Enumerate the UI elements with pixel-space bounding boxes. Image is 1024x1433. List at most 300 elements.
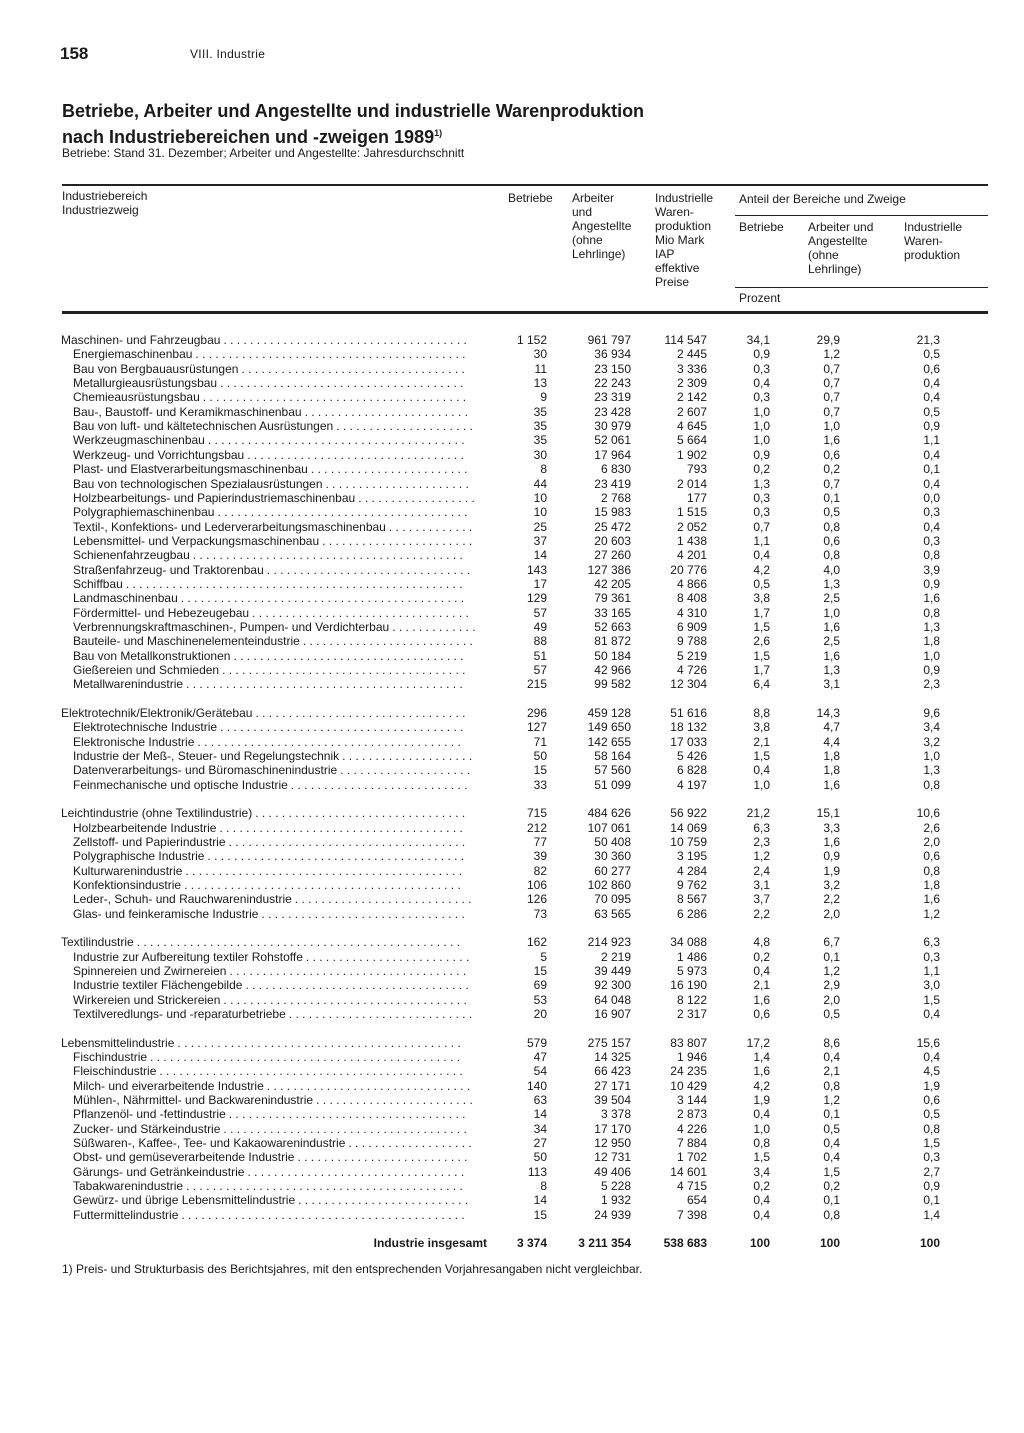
cell-col1: 15 bbox=[533, 1207, 547, 1222]
cell-col6: 1,6 bbox=[923, 591, 940, 606]
cell-col5: 2,5 bbox=[823, 591, 840, 606]
cell-col1: 113 bbox=[527, 1164, 547, 1179]
leader-dots: . . . . . . . . . . . . . . . . . . . . . . . . . . bbox=[297, 1150, 468, 1165]
table-row bbox=[0, 778, 1024, 792]
cell-col6: 9,6 bbox=[923, 705, 940, 720]
cell-col3: 4 226 bbox=[676, 1121, 707, 1136]
cell-col3: 4 726 bbox=[676, 663, 707, 678]
cell-col1: 14 bbox=[533, 1107, 547, 1122]
table-row bbox=[0, 1179, 1024, 1193]
table-row bbox=[0, 735, 1024, 749]
header-arbeiter: Arbeiter und Angestellte (ohne Lehrlinge) bbox=[572, 191, 632, 261]
cell-col6: 1,2 bbox=[923, 906, 940, 921]
leader-dots: . . . . . . . . . . . . . . . . . . . . . . . . . . . . . . . . . . . . . . . . . . bbox=[186, 677, 463, 692]
leader-dots: . . . . . . . . . . . . . . . . . . . . . . . . . . . . . . . bbox=[266, 1078, 471, 1093]
table-title bbox=[62, 100, 862, 148]
row-label: Industrie textiler Flächengebilde bbox=[73, 978, 243, 993]
cell-col4: 2,4 bbox=[753, 863, 770, 878]
cell-col2: 6 830 bbox=[600, 462, 631, 477]
cell-col1: 50 bbox=[533, 1150, 547, 1165]
cell-col6: 0,9 bbox=[923, 419, 940, 434]
cell-col6: 0,1 bbox=[923, 1193, 940, 1208]
cell-col3: 1 946 bbox=[676, 1049, 707, 1064]
leader-dots: . . . . . . . . . . . . . . . . . . bbox=[358, 490, 475, 505]
cell-col5: 0,2 bbox=[823, 462, 840, 477]
table-row bbox=[0, 1007, 1024, 1021]
table-row bbox=[0, 634, 1024, 648]
cell-col3: 7 398 bbox=[676, 1207, 707, 1222]
cell-col6: 0,4 bbox=[923, 1049, 940, 1064]
cell-col3: 8 122 bbox=[676, 992, 707, 1007]
cell-col3: 4 310 bbox=[676, 605, 707, 620]
cell-col2: 2 219 bbox=[600, 949, 631, 964]
table-row bbox=[0, 720, 1024, 734]
cell-col1: 162 bbox=[526, 935, 547, 950]
cell-col1: 50 bbox=[533, 749, 547, 763]
leader-dots: . . . . . . . . . . . . . . . . . . . . . . . . . . . . . . . . . . . . . bbox=[219, 820, 463, 835]
cell-col3: 6 828 bbox=[676, 763, 707, 778]
cell-col4: 1,6 bbox=[753, 992, 770, 1007]
cell-col4: 4,2 bbox=[753, 562, 770, 577]
leader-dots: . . . . . . . . . . . . . . . . . . . . . . . . . . . . . . . bbox=[266, 562, 471, 577]
row-label: Elektronische Industrie bbox=[73, 734, 195, 749]
leader-dots: . . . . . . . . . . . . . . . . . . . . . . . . . . . . . . . . . . . . . . . . . . bbox=[186, 1179, 463, 1194]
cell-col1: 212 bbox=[526, 820, 547, 835]
table-row bbox=[0, 964, 1024, 978]
leader-dots: . . . . . . . . . . . . . . . . . . . . . . . . . bbox=[305, 949, 470, 964]
cell-col6: 0,3 bbox=[923, 949, 940, 964]
row-label: Schienenfahrzeugbau bbox=[73, 548, 190, 563]
cell-col2: 127 386 bbox=[587, 562, 631, 577]
cell-col6: 2,7 bbox=[923, 1164, 940, 1179]
cell-col1: 106 bbox=[526, 878, 547, 892]
cell-col1: 10 bbox=[533, 505, 547, 520]
row-label: Metallwarenindustrie bbox=[73, 677, 184, 692]
cell-col6: 1,5 bbox=[923, 992, 940, 1007]
cell-col3: 20 776 bbox=[670, 562, 707, 577]
cell-col5: 4,7 bbox=[823, 720, 840, 735]
cell-col5: 14,3 bbox=[816, 705, 840, 720]
cell-col2: 50 184 bbox=[594, 648, 631, 663]
leader-dots: . . . . . . . . . . . . . . . . . . . . . bbox=[336, 419, 473, 434]
leader-dots: . . . . . . . . . . . . . . . . . . . . . . . . . . . . . . . . . . . . . . . . . . . bbox=[177, 1035, 461, 1050]
leader-dots: . . . . . . . . . . . . . . . . . . . . . . . . . . . . . . . . . . . bbox=[233, 648, 464, 663]
cell-col2: 23 319 bbox=[594, 390, 631, 405]
leader-dots: . . . . . . . . . . . . . . . . . . . . . . . . bbox=[316, 1092, 473, 1107]
cell-col4: 1,0 bbox=[753, 419, 770, 434]
row-label: Textilveredlungs- und -reparaturbetriebe bbox=[73, 1007, 286, 1021]
cell-col2: 275 157 bbox=[587, 1035, 631, 1050]
table-row bbox=[0, 1150, 1024, 1164]
cell-col3: 2 317 bbox=[676, 1007, 707, 1021]
leader-dots: . . . . . . . . . . . . . . . . . . . . . . . . . . . . . . . . . . . . . . . . . bbox=[192, 548, 463, 563]
cell-col4: 0,2 bbox=[753, 949, 770, 964]
cell-col3: 2 309 bbox=[676, 376, 707, 391]
cell-col3: 177 bbox=[686, 490, 707, 505]
cell-col4: 6,3 bbox=[753, 820, 770, 835]
cell-col6: 0,4 bbox=[923, 519, 940, 534]
cell-col1: 13 bbox=[533, 376, 547, 391]
cell-col3: 1 515 bbox=[676, 505, 707, 520]
cell-col2: 23 419 bbox=[594, 476, 631, 491]
cell-col3: 18 132 bbox=[670, 720, 707, 735]
cell-col6: 1,4 bbox=[923, 1207, 940, 1222]
cell-col1: 579 bbox=[526, 1035, 547, 1050]
row-label: Chemieausrüstungsbau bbox=[73, 390, 200, 405]
leader-dots: . . . . . . . . . . . . . . . . . . . . . . . . . . . . . . . . . . . . . . . . . . . bbox=[181, 1207, 465, 1222]
cell-col4: 2,3 bbox=[753, 834, 770, 849]
cell-col5: 1,6 bbox=[823, 620, 840, 634]
cell-col1: 296 bbox=[526, 705, 547, 720]
cell-col1: 140 bbox=[526, 1078, 547, 1093]
table-row bbox=[0, 892, 1024, 906]
cell-col4: 6,4 bbox=[753, 677, 770, 692]
cell-col5: 0,4 bbox=[823, 1049, 840, 1064]
leader-dots: . . . . . . . . . . . . . . . . . . . . . . . . . . . . . . . . . . . . . . bbox=[217, 505, 468, 520]
cell-col6: 0,1 bbox=[923, 462, 940, 477]
leader-dots: . . . . . . . . . . . . . bbox=[392, 620, 476, 634]
cell-col1: 14 bbox=[533, 548, 547, 563]
cell-col1: 9 bbox=[540, 390, 547, 405]
cell-col3: 56 922 bbox=[670, 806, 707, 821]
cell-col4: 0,6 bbox=[753, 1007, 770, 1021]
row-label: Lebensmittel- und Verpackungsmaschinenbau bbox=[73, 533, 320, 548]
cell-col3: 3 144 bbox=[676, 1092, 707, 1107]
cell-col3: 10 759 bbox=[670, 834, 707, 849]
leader-dots: . . . . . . . . . . . . . . . . . . . . . . . . . . . . . . . . . . . . . . . . . bbox=[195, 347, 466, 362]
cell-col4: 0,9 bbox=[753, 447, 770, 462]
cell-col6: 0,3 bbox=[923, 1150, 940, 1165]
cell-col4: 0,8 bbox=[753, 1136, 770, 1150]
cell-col5: 0,6 bbox=[823, 533, 840, 548]
header-anteil-betriebe: Betriebe bbox=[739, 220, 784, 234]
leader-dots: . . . . . . . . . . . . . . . . . . . . . . . . . . . . . . . . . . bbox=[245, 978, 469, 993]
cell-col2: 50 408 bbox=[594, 834, 631, 849]
cell-col2: 64 048 bbox=[594, 992, 631, 1007]
cell-col4: 3,4 bbox=[753, 1164, 770, 1179]
cell-col2: 99 582 bbox=[594, 677, 631, 692]
cell-col2: 484 626 bbox=[587, 806, 631, 821]
cell-col3: 6 286 bbox=[676, 906, 707, 921]
table-group-row bbox=[0, 935, 1024, 949]
cell-col2: 23 150 bbox=[594, 361, 631, 376]
cell-col6: 1,1 bbox=[923, 963, 940, 978]
row-label: Werkzeugmaschinenbau bbox=[73, 433, 205, 448]
leader-dots: . . . . . . . . . . . . . . . . . . . . . . . . . . . . . . . . . . . . . . . . . . . bbox=[180, 591, 465, 606]
leader-dots: . . . . . . . . . . . . . . . . . . . . . . . . . . . . . . . . bbox=[255, 806, 466, 821]
cell-col3: 14 601 bbox=[670, 1164, 707, 1179]
row-label: Lebensmittelindustrie bbox=[61, 1035, 175, 1050]
cell-col5: 4,0 bbox=[823, 562, 840, 577]
cell-col2: 961 797 bbox=[587, 333, 631, 347]
leader-dots: . . . . . . . . . . . . . . . . . . . . . . . . . . . bbox=[294, 892, 472, 907]
leader-dots: . . . . . . . . . . . . . . . . . . . . . . . . . . . . . . . . . . . . . bbox=[223, 333, 467, 347]
table-row bbox=[0, 878, 1024, 892]
cell-col2: 3 378 bbox=[600, 1107, 631, 1122]
row-label: Holzbearbeitungs- und Papierindustriemaschinenbau bbox=[73, 490, 356, 505]
cell-col6: 1,3 bbox=[923, 763, 940, 778]
cell-col1: 129 bbox=[526, 591, 547, 606]
cell-col5: 1,2 bbox=[823, 963, 840, 978]
cell-col3: 2 052 bbox=[676, 519, 707, 534]
table-row bbox=[0, 1136, 1024, 1150]
cell-col3: 34 088 bbox=[670, 935, 707, 950]
row-label: Feinmechanische und optische Industrie bbox=[73, 777, 288, 792]
title-line-2 bbox=[62, 122, 862, 148]
cell-col3: 8 567 bbox=[676, 892, 707, 907]
cell-col6: 1,0 bbox=[923, 648, 940, 663]
row-label: Polygraphiemaschinenbau bbox=[73, 505, 215, 520]
cell-col6: 4,5 bbox=[923, 1064, 940, 1079]
row-label: Mühlen-, Nährmittel- und Backwarenindustrie bbox=[73, 1092, 314, 1107]
cell-col1: 30 bbox=[533, 347, 547, 362]
cell-col3: 3 195 bbox=[676, 849, 707, 864]
cell-col6: 10,6 bbox=[916, 806, 940, 821]
cell-col1: 53 bbox=[533, 992, 547, 1007]
cell-col5: 0,8 bbox=[823, 519, 840, 534]
table-row bbox=[0, 491, 1024, 505]
cell-col3: 1 702 bbox=[676, 1150, 707, 1165]
cell-col4: 17,2 bbox=[746, 1035, 770, 1050]
table-row bbox=[0, 821, 1024, 835]
row-label: Plast- und Elastverarbeitungsmaschinenbau bbox=[73, 462, 308, 477]
total-cell-col2: 3 211 354 bbox=[578, 1236, 631, 1251]
cell-col2: 81 872 bbox=[594, 634, 631, 649]
leader-dots: . . . . . . . . . . . . . . . . . . . . . . . . . . bbox=[298, 1193, 469, 1208]
cell-col4: 0,4 bbox=[753, 1107, 770, 1122]
leader-dots: . . . . . . . . . . . . . . . . . . . . . . . . . . . . bbox=[288, 1007, 473, 1021]
cell-col5: 0,6 bbox=[823, 447, 840, 462]
cell-col6: 1,3 bbox=[923, 620, 940, 634]
cell-col3: 1 902 bbox=[676, 447, 707, 462]
cell-col3: 7 884 bbox=[676, 1136, 707, 1150]
table-row bbox=[0, 520, 1024, 534]
leader-dots: . . . . . . . . . . . . . . . . . . . . . . . . . . . . . . . bbox=[261, 906, 465, 921]
leader-dots: . . . . . . . . . . . . . . . . . . . . . . . . . . . . . . . . . . . . . . . . . . . . . . . bbox=[150, 1049, 461, 1064]
cell-col4: 1,0 bbox=[753, 777, 770, 792]
leader-dots: . . . . . . . . . . . . . . . . . . . . . . . . . . . . . . . . . . . . . bbox=[223, 1121, 467, 1136]
cell-col4: 2,6 bbox=[753, 634, 770, 649]
cell-col2: 102 860 bbox=[587, 878, 631, 892]
cell-col1: 54 bbox=[533, 1064, 547, 1079]
row-label: Gießereien und Schmieden bbox=[73, 663, 220, 678]
cell-col4: 1,9 bbox=[753, 1092, 770, 1107]
leader-dots: . . . . . . . . . . . . . . . . . . . . . . . . . . . . . . . . . bbox=[252, 605, 469, 620]
table-group-row bbox=[0, 706, 1024, 720]
leader-dots: . . . . . . . . . . . . . . . . . . . . . . . . . . . . . . . . . . . . . bbox=[220, 720, 464, 735]
row-label: Tabakwarenindustrie bbox=[73, 1179, 184, 1194]
table-row bbox=[0, 1165, 1024, 1179]
group-header-rule bbox=[735, 215, 988, 216]
cell-col3: 1 486 bbox=[676, 949, 707, 964]
row-label: Glas- und feinkeramische Industrie bbox=[73, 906, 259, 921]
cell-col6: 0,4 bbox=[923, 476, 940, 491]
cell-col4: 0,4 bbox=[753, 963, 770, 978]
cell-col3: 2 014 bbox=[676, 476, 707, 491]
cell-col1: 14 bbox=[533, 1193, 547, 1208]
cell-col1: 215 bbox=[526, 677, 547, 692]
cell-col1: 82 bbox=[533, 863, 547, 878]
cell-col1: 126 bbox=[526, 892, 547, 907]
cell-col1: 88 bbox=[533, 634, 547, 649]
leader-dots: . . . . . . . . . . . . . . . . . . . . . . . bbox=[322, 533, 473, 548]
footnote: 1) Preis- und Strukturbasis des Berichtsjahres, mit den entsprechenden Vorjahresangaben nicht vergleichbar. bbox=[62, 1262, 643, 1276]
title-line-2-text: nach Industriebereichen und -zweigen 1989 bbox=[62, 127, 435, 147]
cell-col5: 8,6 bbox=[823, 1035, 840, 1050]
row-label: Elektrotechnische Industrie bbox=[73, 720, 218, 735]
cell-col1: 57 bbox=[533, 605, 547, 620]
cell-col3: 4 201 bbox=[676, 548, 707, 563]
cell-col5: 15,1 bbox=[816, 806, 840, 821]
cell-col5: 2,9 bbox=[823, 978, 840, 993]
cell-col3: 2 607 bbox=[676, 404, 707, 419]
cell-col5: 1,6 bbox=[823, 777, 840, 792]
cell-col1: 63 bbox=[533, 1092, 547, 1107]
total-cell-col1: 3 374 bbox=[516, 1236, 547, 1251]
cell-col5: 3,2 bbox=[823, 878, 840, 892]
cell-col1: 27 bbox=[533, 1136, 547, 1150]
table-row bbox=[0, 362, 1024, 376]
leader-dots: . . . . . . . . . . . . . . . . . . . . . . bbox=[325, 476, 469, 491]
cell-col5: 1,3 bbox=[823, 576, 840, 591]
header-industry: Industriebereich Industriezweig bbox=[62, 189, 148, 217]
total-cell-col5: 100 bbox=[819, 1236, 840, 1251]
table-row bbox=[0, 993, 1024, 1007]
cell-col2: 49 406 bbox=[594, 1164, 631, 1179]
cell-col3: 12 304 bbox=[670, 677, 707, 692]
leader-dots: . . . . . . . . . . . . . bbox=[388, 519, 473, 534]
cell-col5: 0,7 bbox=[823, 376, 840, 391]
cell-col5: 0,9 bbox=[823, 849, 840, 864]
cell-col1: 71 bbox=[533, 734, 547, 749]
header-top-rule bbox=[62, 184, 988, 186]
cell-col6: 0,9 bbox=[923, 1179, 940, 1194]
cell-col3: 4 866 bbox=[676, 576, 707, 591]
cell-col6: 6,3 bbox=[923, 935, 940, 950]
cell-col4: 3,7 bbox=[753, 892, 770, 907]
cell-col1: 20 bbox=[533, 1007, 547, 1021]
cell-col5: 29,9 bbox=[816, 333, 840, 347]
cell-col4: 3,8 bbox=[753, 720, 770, 735]
cell-col3: 2 873 bbox=[676, 1107, 707, 1122]
cell-col4: 0,4 bbox=[753, 1207, 770, 1222]
page-number: 158 bbox=[60, 44, 89, 63]
cell-col3: 2 445 bbox=[676, 347, 707, 362]
row-label: Gärungs- und Getränkeindustrie bbox=[73, 1164, 245, 1179]
cell-col5: 0,8 bbox=[823, 548, 840, 563]
cell-col6: 0,4 bbox=[923, 447, 940, 462]
row-label: Spinnereien und Zwirnereien bbox=[73, 963, 227, 978]
cell-col2: 12 950 bbox=[594, 1136, 631, 1150]
cell-col6: 0,9 bbox=[923, 576, 940, 591]
leader-dots: . . . . . . . . . . . . . . . . . . . . . . . . . . . . . . . . . . . . . . . . . . . . . . . . . . . bbox=[125, 576, 463, 591]
row-label: Metallurgieausrüstungsbau bbox=[73, 376, 218, 391]
cell-col4: 0,5 bbox=[753, 576, 770, 591]
cell-col4: 1,6 bbox=[753, 1064, 770, 1079]
leader-dots: . . . . . . . . . . . . . . . . . . . . bbox=[340, 763, 471, 778]
cell-col2: 51 099 bbox=[594, 777, 631, 792]
cell-col5: 4,4 bbox=[823, 734, 840, 749]
cell-col3: 2 142 bbox=[676, 390, 707, 405]
cell-col6: 0,6 bbox=[923, 849, 940, 864]
cell-col3: 3 336 bbox=[676, 361, 707, 376]
table-group-row bbox=[0, 806, 1024, 820]
cell-col1: 33 bbox=[533, 777, 547, 792]
cell-col6: 2,6 bbox=[923, 820, 940, 835]
table-row bbox=[0, 462, 1024, 476]
table-row bbox=[0, 563, 1024, 577]
cell-col2: 39 504 bbox=[594, 1092, 631, 1107]
cell-col4: 2,1 bbox=[753, 978, 770, 993]
cell-col6: 0,8 bbox=[923, 863, 940, 878]
cell-col2: 20 603 bbox=[594, 533, 631, 548]
row-label: Leichtindustrie (ohne Textilindustrie) bbox=[61, 806, 253, 821]
row-label: Futtermittelindustrie bbox=[73, 1207, 179, 1222]
cell-col1: 49 bbox=[533, 620, 547, 634]
cell-col6: 1,1 bbox=[923, 433, 940, 448]
cell-col6: 21,3 bbox=[916, 333, 940, 347]
cell-col3: 9 762 bbox=[676, 878, 707, 892]
cell-col5: 0,2 bbox=[823, 1179, 840, 1194]
row-label: Süßwaren-, Kaffee-, Tee- und Kakaowarenindustrie bbox=[73, 1136, 346, 1150]
cell-col6: 2,3 bbox=[923, 677, 940, 692]
cell-col6: 0,8 bbox=[923, 777, 940, 792]
leader-dots: . . . . . . . . . . . . . . . . . . . . . . . . . . . . . . . . . . . . bbox=[228, 1107, 466, 1122]
cell-col3: 4 284 bbox=[676, 863, 707, 878]
cell-col5: 1,2 bbox=[823, 347, 840, 362]
title-footnote-mark: 1) bbox=[434, 128, 443, 138]
cell-col4: 0,4 bbox=[753, 1193, 770, 1208]
cell-col5: 0,7 bbox=[823, 404, 840, 419]
table-row bbox=[0, 419, 1024, 433]
cell-col5: 1,6 bbox=[823, 433, 840, 448]
table-row bbox=[0, 1107, 1024, 1121]
cell-col2: 459 128 bbox=[587, 705, 631, 720]
table-row bbox=[0, 763, 1024, 777]
leader-dots: . . . . . . . . . . . . . . . . . . . . . . . . . . . . . . . . bbox=[255, 705, 466, 720]
cell-col6: 1,5 bbox=[923, 1136, 940, 1150]
cell-col1: 35 bbox=[533, 433, 547, 448]
cell-col6: 0,8 bbox=[923, 605, 940, 620]
table-row bbox=[0, 433, 1024, 447]
cell-col6: 15,6 bbox=[916, 1035, 940, 1050]
cell-col2: 107 061 bbox=[587, 820, 631, 835]
cell-col2: 66 423 bbox=[594, 1064, 631, 1079]
cell-col5: 0,5 bbox=[823, 1121, 840, 1136]
table-row bbox=[0, 849, 1024, 863]
cell-col5: 0,1 bbox=[823, 490, 840, 505]
cell-col4: 0,4 bbox=[753, 376, 770, 391]
table-row bbox=[0, 548, 1024, 562]
cell-col6: 0,5 bbox=[923, 404, 940, 419]
cell-col6: 0,3 bbox=[923, 533, 940, 548]
leader-dots: . . . . . . . . . . . . . . . . . . . . . . . . . . . . . . . . . . . . bbox=[228, 834, 466, 849]
cell-col1: 51 bbox=[533, 648, 547, 663]
table-row bbox=[0, 835, 1024, 849]
cell-col6: 1,6 bbox=[923, 892, 940, 907]
row-label: Industrie der Meß-, Steuer- und Regelungstechnik bbox=[73, 749, 340, 763]
cell-col3: 16 190 bbox=[670, 978, 707, 993]
cell-col2: 52 663 bbox=[594, 620, 631, 634]
cell-col2: 60 277 bbox=[594, 863, 631, 878]
row-label: Polygraphische Industrie bbox=[73, 849, 205, 864]
cell-col2: 27 260 bbox=[594, 548, 631, 563]
cell-col5: 0,4 bbox=[823, 1136, 840, 1150]
chapter-heading: VIII. Industrie bbox=[190, 47, 266, 61]
cell-col4: 0,2 bbox=[753, 1179, 770, 1194]
row-label: Obst- und gemüseverarbeitende Industrie bbox=[73, 1150, 295, 1165]
total-label: Industrie insgesamt bbox=[373, 1236, 487, 1251]
